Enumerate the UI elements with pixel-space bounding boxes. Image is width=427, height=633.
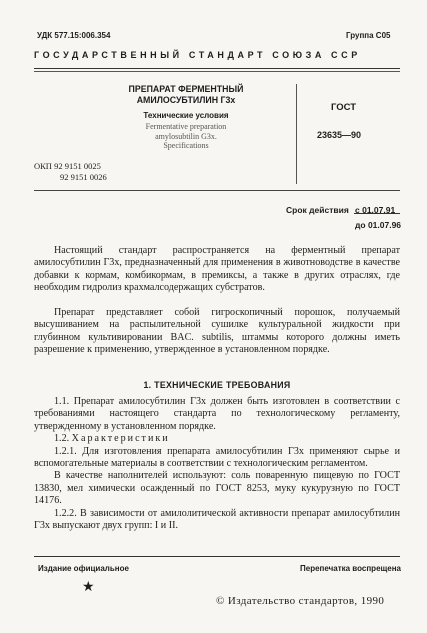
- section-divider: [34, 190, 400, 191]
- intro-paragraph-2: [34, 307, 400, 357]
- gost-label: ГОСТ: [331, 102, 357, 113]
- group-code: Группа С05: [346, 31, 391, 40]
- clause-1-2-1: 1.2.1. Для изготовления препарата амилосубтилин Г3х применяют сырье и вспомогательные материалы в соответствии с технологическим регламентом.: [34, 445, 400, 470]
- header-rule-thin: [34, 71, 400, 72]
- footer-rule: [34, 556, 400, 557]
- clause-1-1: 1.1. Препарат амилосубтилин Г3х должен быть изготовлен в соответствии с требованиями настоящего стандарта по технологическому регламенту, утвержденному в установленном порядке.: [34, 396, 400, 432]
- standard-title: ГОСУДАРСТВЕННЫЙ СТАНДАРТ СОЮЗА ССР: [34, 50, 361, 60]
- english-title-line-3: Specifications: [163, 141, 209, 150]
- validity-from: с 01.07.91: [355, 205, 396, 215]
- validity-underline: [354, 213, 400, 214]
- clause-1-2-title: Характеристики: [71, 433, 170, 445]
- product-name-block: [86, 84, 286, 151]
- product-name-line-1: ПРЕПАРАТ ФЕРМЕНТНЫЙ: [128, 84, 244, 94]
- section-body: [34, 396, 400, 532]
- intro-text-2: Препарат представляет собой гигроскопичный порошок, получаемый высушиванием на распылительной сушилке культуральной жидкости при глубинном культивировании BAC. subtilis, штаммы которого должны иметь разрешение к применению, утвержденное в установленном порядке.: [34, 307, 400, 356]
- reprint-notice: Перепечатка воспрещена: [300, 564, 401, 573]
- clause-1-2: [34, 433, 400, 445]
- vertical-divider: [296, 84, 297, 184]
- okp-codes: [34, 161, 107, 183]
- section-title: 1. ТЕХНИЧЕСКИЕ ТРЕБОВАНИЯ: [143, 380, 291, 390]
- clause-fillers: В качестве наполнителей используют: соль поваренную пищевую по ГОСТ 13830, мел химически осажденный по ГОСТ 8253, муку кукурузную по ГОСТ 14176.: [34, 470, 400, 507]
- intro-text-1: Настоящий стандарт распространяется на ферментный препарат амилосубтилин Г3х, предназначенный для применения в животноводстве в качестве добавки к кормам, комбикормам, в премиксы, а также в других отраслях, где необходим гидролиз крахмалсодержащих субстратов.: [34, 245, 400, 294]
- english-title: [86, 122, 286, 151]
- tech-conditions-label: Технические условия: [143, 111, 229, 120]
- official-edition-label: Издание официальное: [38, 564, 129, 573]
- english-title-line-1: Fermentative preparation: [145, 122, 227, 131]
- intro-paragraph-1: [34, 245, 400, 295]
- clause-1-2-2: 1.2.2. В зависимости от амилолитической активности препарат амилосубтилин Г3х выпускают двух групп: I и II.: [34, 507, 400, 532]
- product-name-line-2: АМИЛОСУБТИЛИН Г3х: [136, 95, 236, 105]
- copyright-notice: © Издательство стандартов, 1990: [216, 595, 385, 607]
- udk-code: УДК 577.15:006.354: [37, 31, 111, 40]
- okp-code-2: 92 9151 0026: [60, 172, 107, 182]
- validity-to: до 01.07.96: [355, 220, 402, 230]
- gost-number: 23635—90: [317, 130, 362, 140]
- star-icon: ★: [82, 580, 95, 595]
- okp-code-1: ОКП 92 9151 0025: [34, 161, 101, 171]
- english-title-line-2: amylosubtilin G3x.: [155, 131, 217, 141]
- validity-label: Срок действия: [286, 205, 349, 215]
- clause-1-2-number: 1.2.: [54, 433, 70, 445]
- header-rule: [34, 68, 400, 69]
